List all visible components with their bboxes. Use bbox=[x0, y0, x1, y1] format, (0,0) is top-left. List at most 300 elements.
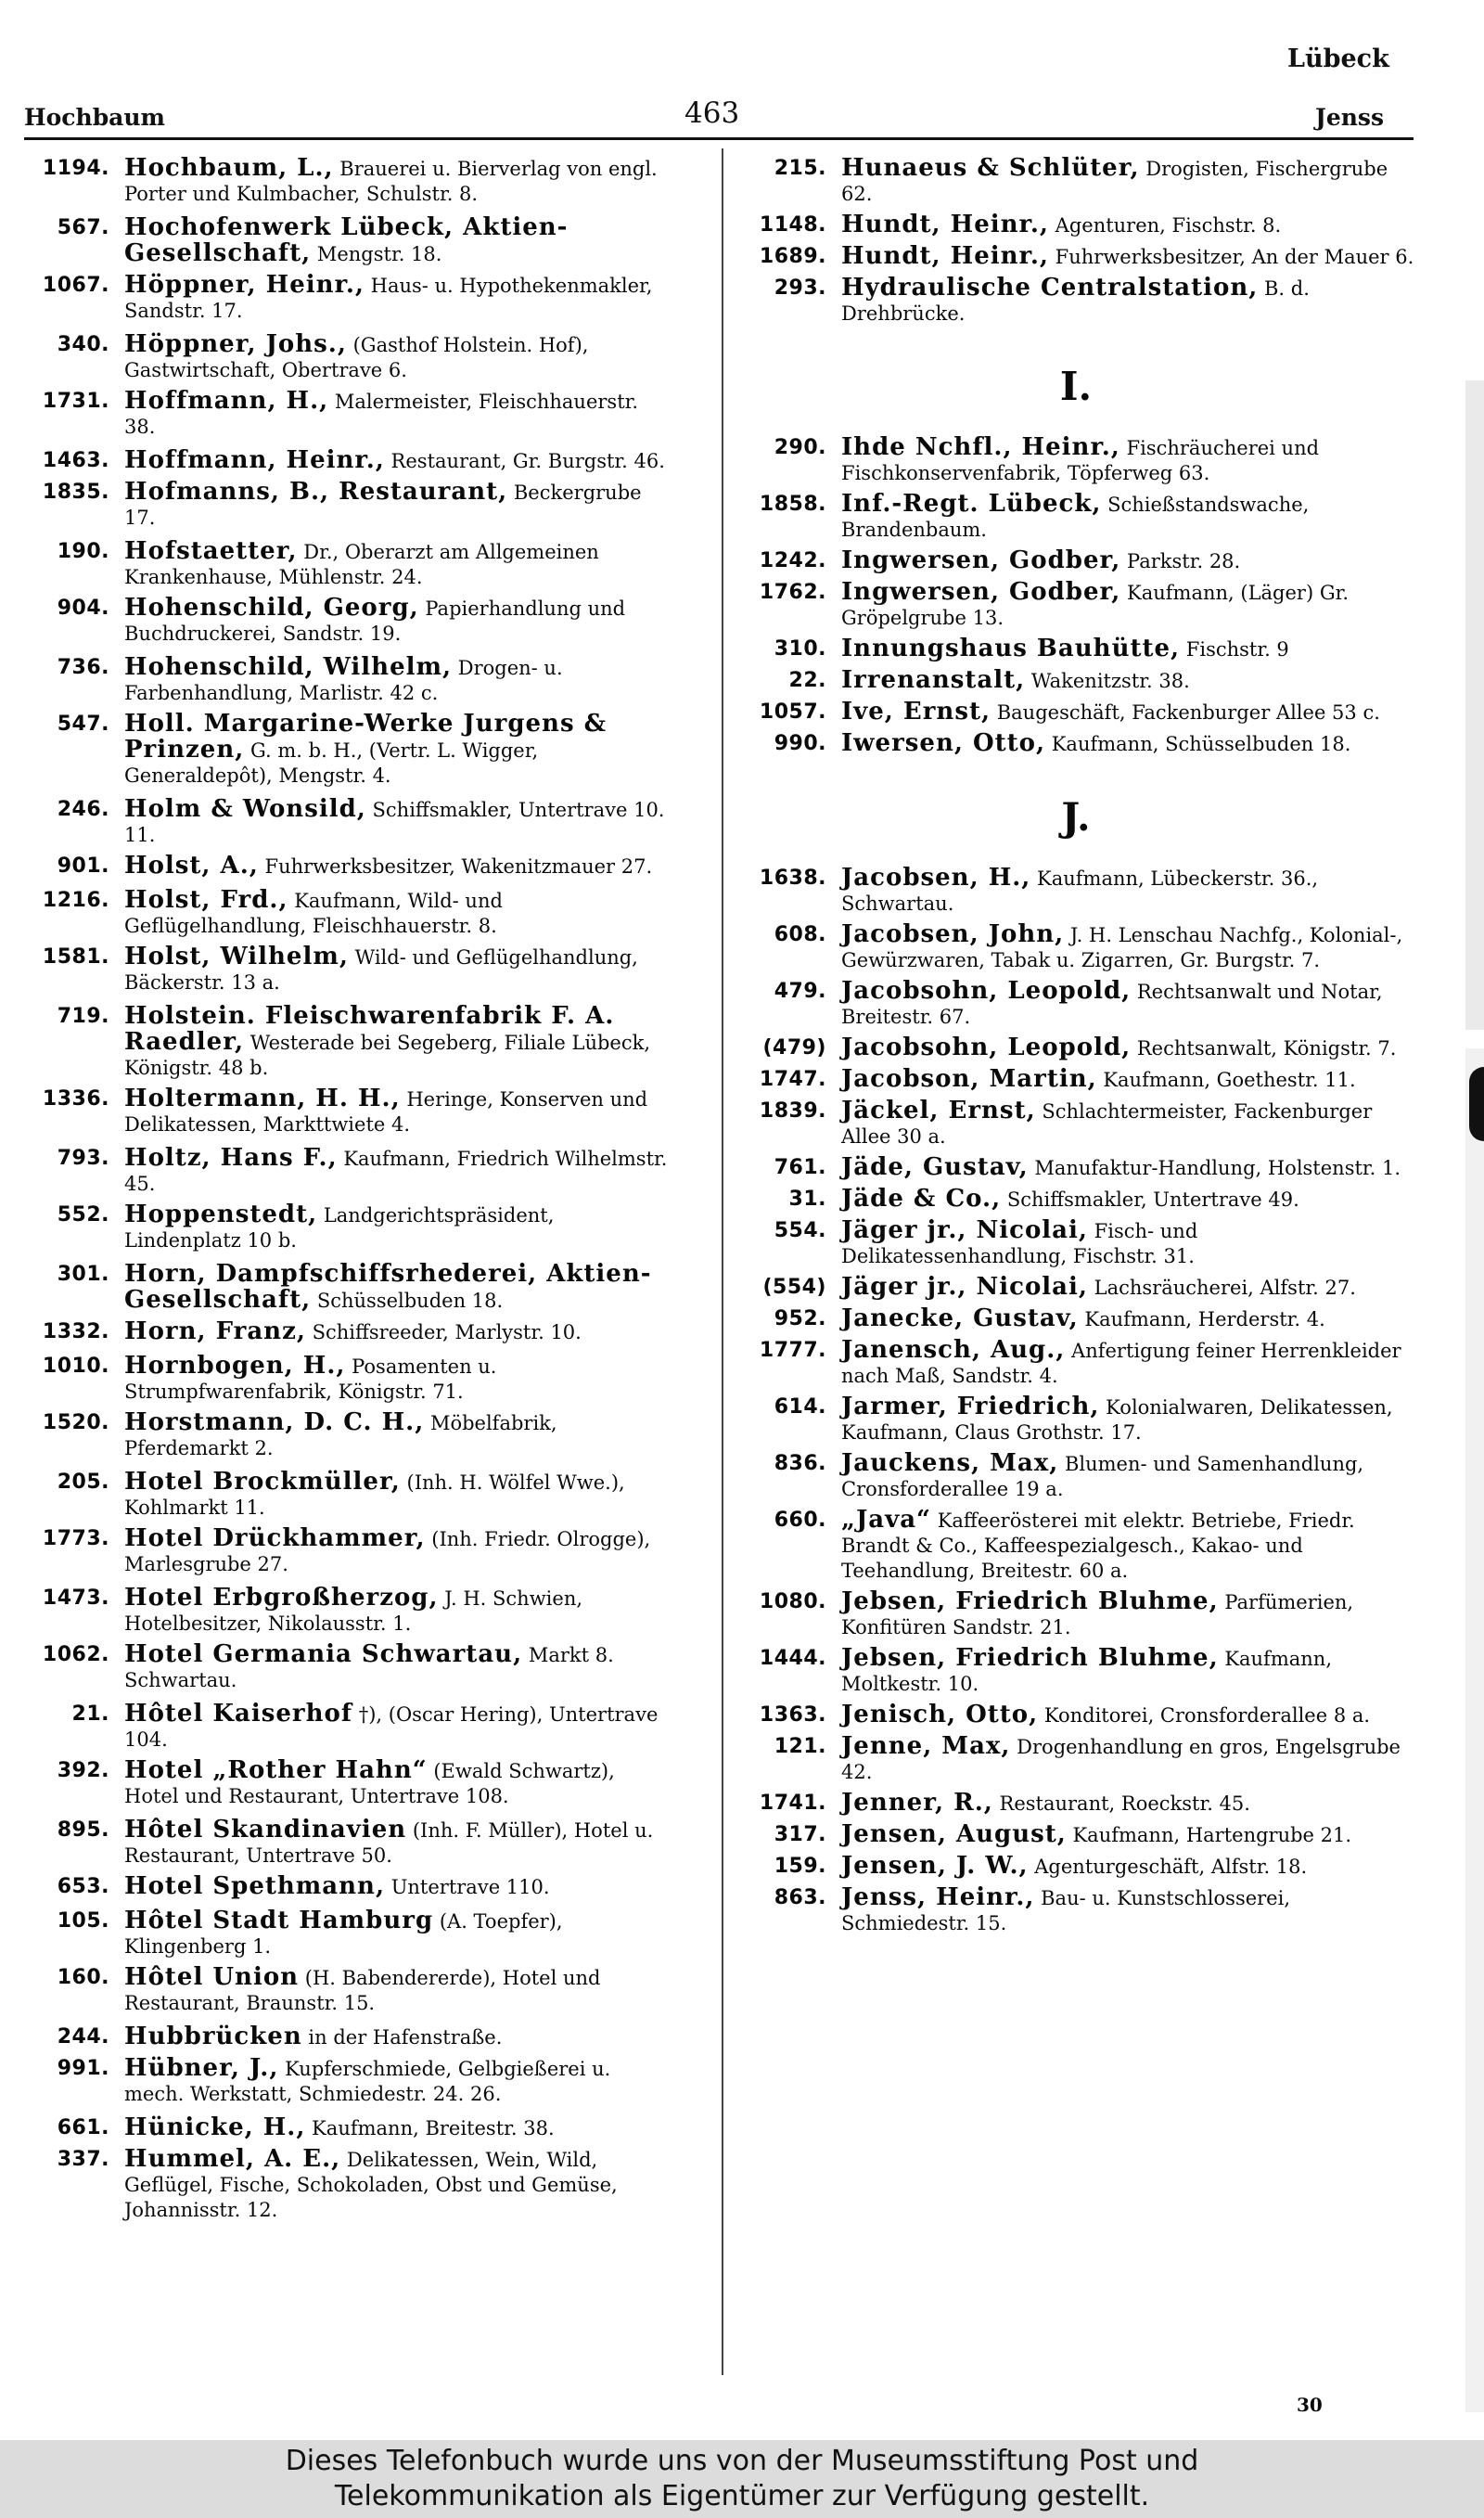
subscriber-details: Kaufmann, Lübeckerstr. 36., Schwartau. bbox=[841, 867, 1319, 915]
subscriber-details: Kaufmann, Moltkestr. 10. bbox=[841, 1648, 1332, 1695]
entry-body bbox=[841, 1035, 1414, 1061]
subscriber-name: Hotel Spethmann, bbox=[124, 1872, 386, 1900]
directory-entry bbox=[20, 655, 670, 706]
directory-entry bbox=[737, 1187, 1414, 1213]
phone-number: 31. bbox=[788, 1188, 826, 1211]
directory-entry bbox=[20, 539, 670, 590]
phone-number: 1839. bbox=[759, 1099, 826, 1123]
entry-body bbox=[841, 866, 1414, 917]
page-edge-shadow bbox=[1465, 1048, 1484, 2412]
directory-entry bbox=[737, 1885, 1414, 1936]
entry-body bbox=[841, 435, 1414, 486]
subscriber-details: Kaffeerösterei mit elektr. Betriebe, Friedr. Brandt & Co., Kaffeespezialgesch., Kakao- und Teehandlung, Breitestr. 60 a. bbox=[841, 1510, 1355, 1582]
subscriber-details: Fuhrwerksbesitzer, An der Mauer 6. bbox=[1055, 246, 1414, 268]
directory-entry bbox=[737, 1822, 1414, 1848]
subscriber-details: Drogen- u. Farbenhandlung, Marlistr. 42 c. bbox=[124, 657, 563, 704]
phone-number: 660. bbox=[774, 1509, 826, 1532]
entry-body bbox=[841, 1275, 1414, 1301]
phone-number: 1581. bbox=[42, 945, 109, 969]
phone-number: 301. bbox=[57, 1263, 109, 1286]
subscriber-details: Wakenitzstr. 38. bbox=[1030, 670, 1190, 692]
entry-body bbox=[124, 389, 670, 440]
directory-entry bbox=[737, 580, 1414, 631]
entry-body bbox=[124, 2056, 670, 2107]
subscriber-name: Jauckens, Max, bbox=[841, 1449, 1059, 1477]
subscriber-details: Parkstr. 28. bbox=[1127, 550, 1241, 572]
subscriber-name: Jäde & Co., bbox=[841, 1185, 1002, 1213]
subscriber-details: J. H. Schwien, Hotelbesitzer, Nikolausstr. 1. bbox=[124, 1587, 583, 1635]
phone-number: 1148. bbox=[759, 213, 826, 237]
entry-body bbox=[124, 888, 670, 939]
entry-body bbox=[841, 700, 1414, 726]
subscriber-name: Höppner, Johs., bbox=[124, 330, 347, 358]
directory-entry bbox=[20, 448, 670, 474]
directory-entry bbox=[737, 1035, 1414, 1061]
directory-entry bbox=[737, 1098, 1414, 1150]
phone-number: 205. bbox=[57, 1471, 109, 1494]
entry-body bbox=[124, 1526, 670, 1577]
subscriber-details: (Gasthof Holstein. Hof), Gastwirtschaft, Obertrave 6. bbox=[124, 334, 589, 381]
subscriber-name: Jäger jr., Nicolai, bbox=[841, 1273, 1088, 1301]
phone-number: 190. bbox=[57, 540, 109, 563]
subscriber-name: Ingwersen, Godber, bbox=[841, 578, 1121, 606]
phone-number: 479. bbox=[774, 980, 826, 1003]
entry-body bbox=[841, 668, 1414, 694]
subscriber-details: Bau- u. Kunstschlosserei, Schmiedestr. 15. bbox=[841, 1887, 1291, 1934]
subscriber-details: (Inh. H. Wölfel Wwe.), Kohlmarkt 11. bbox=[124, 1471, 625, 1519]
directory-entry bbox=[20, 854, 670, 880]
subscriber-name: Hubbrücken bbox=[124, 2023, 302, 2050]
entry-body bbox=[841, 492, 1414, 543]
directory-entry bbox=[20, 1818, 670, 1869]
caption-line-2: Telekommunikation als Eigentümer zur Verfügung gestellt. bbox=[334, 2480, 1150, 2512]
caption-line-1: Dieses Telefonbuch wurde uns von der Museumsstiftung Post und bbox=[285, 2445, 1199, 2477]
entry-body bbox=[841, 1854, 1414, 1880]
subscriber-details: (A. Toepfer), Klingenberg 1. bbox=[124, 1910, 563, 1958]
directory-entry bbox=[20, 1642, 670, 1693]
entry-body bbox=[124, 1319, 670, 1345]
subscriber-details: Kupferschmiede, Gelbgießerei u. mech. Werkstatt, Schmiedestr. 24. 26. bbox=[124, 2058, 611, 2105]
directory-entry bbox=[737, 922, 1414, 973]
subscriber-name: Holl. Margarine-Werke Jurgens & Prinzen, bbox=[124, 710, 608, 764]
subscriber-details: Kaufmann, (Läger) Gr. Gröpelgrube 13. bbox=[841, 582, 1350, 629]
phone-number: 793. bbox=[57, 1147, 109, 1170]
entry-body bbox=[841, 731, 1414, 757]
subscriber-details: Manufaktur-Handlung, Holstenstr. 1. bbox=[1034, 1157, 1401, 1179]
entry-body bbox=[124, 944, 670, 996]
subscriber-name: Ingwersen, Godber, bbox=[841, 546, 1121, 574]
subscriber-details: Schlachtermeister, Fackenburger Allee 30 a. bbox=[841, 1100, 1373, 1148]
phone-number: 661. bbox=[57, 2116, 109, 2139]
directory-entry bbox=[20, 1410, 670, 1461]
directory-entry bbox=[737, 1306, 1414, 1332]
entry-body bbox=[124, 1004, 670, 1081]
header-city: Lübeck bbox=[1287, 45, 1389, 73]
subscriber-details: Anfertigung feiner Herrenkleider nach Maß, Sandstr. 4. bbox=[841, 1340, 1401, 1387]
subscriber-name: Hotel Drückhammer, bbox=[124, 1524, 426, 1552]
subscriber-name: Jenner, R., bbox=[841, 1789, 993, 1817]
subscriber-name: Ive, Ernst, bbox=[841, 698, 991, 726]
subscriber-details: Posamenten u. Strumpfwarenfabrik, Königstr. 71. bbox=[124, 1355, 497, 1403]
subscriber-name: Hydraulische Centralstation, bbox=[841, 274, 1259, 302]
entry-body bbox=[124, 1354, 670, 1405]
subscriber-details: Rechtsanwalt, Königstr. 7. bbox=[1136, 1037, 1397, 1060]
phone-number: 1777. bbox=[759, 1339, 826, 1362]
section-heading-i: I. bbox=[1059, 364, 1093, 409]
entry-body bbox=[124, 156, 670, 207]
entry-body bbox=[841, 636, 1414, 662]
phone-number: 547. bbox=[57, 713, 109, 736]
phone-number: 1332. bbox=[42, 1320, 109, 1343]
subscriber-details: Beckergrube 17. bbox=[124, 482, 642, 529]
directory-entry bbox=[20, 389, 670, 440]
phone-number: 1473. bbox=[42, 1587, 109, 1610]
entry-body bbox=[841, 922, 1414, 973]
directory-entry bbox=[20, 944, 670, 996]
entry-body bbox=[124, 1086, 670, 1137]
entry-body bbox=[124, 1818, 670, 1869]
directory-entry bbox=[737, 636, 1414, 662]
directory-entry bbox=[20, 1874, 670, 1900]
directory-entry bbox=[20, 332, 670, 383]
directory-entry bbox=[737, 979, 1414, 1030]
phone-number: 761. bbox=[774, 1156, 826, 1179]
entry-body bbox=[841, 1098, 1414, 1150]
directory-entry bbox=[20, 2115, 670, 2141]
subscriber-name: Jensen, J. W., bbox=[841, 1852, 1029, 1880]
subscriber-details: Drogenhandlung en gros, Engelsgrube 42. bbox=[841, 1736, 1401, 1783]
phone-number: 340. bbox=[57, 333, 109, 356]
subscriber-details: Lachsräucherei, Alfstr. 27. bbox=[1094, 1277, 1356, 1299]
subscriber-details: (Inh. Friedr. Olrogge), Marlesgrube 27. bbox=[124, 1528, 651, 1575]
directory-entry bbox=[20, 1202, 670, 1253]
entry-body bbox=[841, 1822, 1414, 1848]
phone-number: 1747. bbox=[759, 1068, 826, 1091]
directory-entry bbox=[737, 548, 1414, 574]
directory-entry bbox=[737, 276, 1414, 327]
phone-number: 1062. bbox=[42, 1643, 109, 1666]
entry-body bbox=[841, 276, 1414, 327]
phone-number: 1336. bbox=[42, 1087, 109, 1111]
subscriber-name: Irrenanstalt, bbox=[841, 666, 1026, 694]
header-left-keyword: Hochbaum bbox=[24, 104, 166, 131]
entries-j bbox=[737, 866, 1414, 1936]
subscriber-details: Mengstr. 18. bbox=[316, 243, 442, 265]
directory-entry bbox=[737, 492, 1414, 543]
phone-number: 895. bbox=[57, 1818, 109, 1842]
subscriber-details: Fuhrwerksbesitzer, Wakenitzmauer 27. bbox=[264, 855, 653, 878]
directory-entry bbox=[20, 1758, 670, 1809]
subscriber-details: Kaufmann, Hartengrube 21. bbox=[1072, 1824, 1352, 1846]
phone-number: 290. bbox=[774, 436, 826, 459]
phone-number: 608. bbox=[774, 923, 826, 946]
directory-entry bbox=[737, 156, 1414, 207]
subscriber-name: Holm & Wonsild, bbox=[124, 795, 366, 823]
subscriber-details: G. m. b. H., (Vertr. L. Wigger, Generaldepôt), Mengstr. 4. bbox=[124, 739, 539, 787]
entry-body bbox=[124, 712, 670, 789]
entry-body bbox=[841, 1394, 1414, 1445]
subscriber-name: Holst, Frd., bbox=[124, 886, 288, 914]
entry-body bbox=[841, 1791, 1414, 1817]
entry-body bbox=[124, 596, 670, 647]
phone-number: 246. bbox=[57, 798, 109, 821]
phone-number: 1741. bbox=[759, 1792, 826, 1815]
directory-entry bbox=[737, 700, 1414, 726]
entry-body bbox=[841, 1589, 1414, 1640]
subscriber-details: Papierhandlung und Buchdruckerei, Sandstr. 19. bbox=[124, 597, 626, 645]
subscriber-details: Fischstr. 9 bbox=[1185, 638, 1289, 661]
signature-mark: 30 bbox=[1297, 2394, 1323, 2416]
subscriber-details: Kolonialwaren, Delikatessen, Kaufmann, Claus Grothstr. 17. bbox=[841, 1396, 1393, 1444]
subscriber-name: Holtz, Hans F., bbox=[124, 1144, 338, 1172]
subscriber-name: Hochofenwerk Lübeck, Aktien-Gesellschaft, bbox=[124, 213, 569, 267]
subscriber-details: Markt 8. Schwartau. bbox=[124, 1644, 614, 1691]
entry-body bbox=[124, 1908, 670, 1959]
subscriber-details: Drogisten, Fischergrube 62. bbox=[841, 158, 1388, 205]
subscriber-name: Janensch, Aug., bbox=[841, 1336, 1066, 1364]
directory-entry bbox=[20, 273, 670, 324]
directory-entry bbox=[737, 1218, 1414, 1269]
subscriber-name: Hotel Germania Schwartau, bbox=[124, 1640, 523, 1668]
subscriber-details: Kaufmann, Wild- und Geflügelhandlung, Fleischhauerstr. 8. bbox=[124, 890, 503, 937]
subscriber-name: Hôtel Skandinavien bbox=[124, 1816, 407, 1844]
directory-entry bbox=[737, 668, 1414, 694]
entry-body bbox=[124, 1262, 670, 1314]
subscriber-name: Holst, A., bbox=[124, 852, 259, 880]
phone-number: 904. bbox=[57, 597, 109, 620]
subscriber-name: Horn, Dampfschiffsrhederei, Aktien-Gesellschaft, bbox=[124, 1260, 652, 1314]
subscriber-details: Schiffsreeder, Marlystr. 10. bbox=[312, 1321, 582, 1343]
subscriber-details: Blumen- und Samenhandlung, Cronsforderallee 19 a. bbox=[841, 1453, 1364, 1500]
directory-entry bbox=[20, 2024, 670, 2050]
entry-body bbox=[124, 448, 670, 474]
subscriber-details: Wild- und Geflügelhandlung, Bäckerstr. 13 a. bbox=[124, 946, 638, 994]
subscriber-details: (H. Babendererde), Hotel und Restaurant, Braunstr. 15. bbox=[124, 1967, 601, 2014]
subscriber-name: Jäckel, Ernst, bbox=[841, 1097, 1036, 1124]
subscriber-name: Hornbogen, H., bbox=[124, 1352, 346, 1380]
subscriber-name: Hochbaum, L., bbox=[124, 154, 334, 182]
entry-body bbox=[124, 1470, 670, 1521]
phone-number: 244. bbox=[57, 2025, 109, 2049]
subscriber-details: Kaufmann, Schüsselbuden 18. bbox=[1051, 733, 1351, 755]
entry-body bbox=[124, 797, 670, 848]
entry-body bbox=[841, 1885, 1414, 1936]
directory-entry bbox=[737, 1067, 1414, 1093]
directory-entry bbox=[737, 435, 1414, 486]
directory-entry bbox=[737, 1451, 1414, 1502]
subscriber-details: Westerade bei Segeberg, Filiale Lübeck, Königstr. 48 b. bbox=[124, 1032, 651, 1079]
subscriber-details: Brauerei u. Bierverlag von engl. Porter und Kulmbacher, Schulstr. 8. bbox=[124, 158, 658, 205]
directory-entry bbox=[737, 1155, 1414, 1181]
phone-number: 1762. bbox=[759, 581, 826, 604]
directory-entry bbox=[20, 156, 670, 207]
subscriber-name: Höppner, Heinr., bbox=[124, 271, 365, 299]
subscriber-name: Inf.-Regt. Lübeck, bbox=[841, 490, 1102, 518]
phone-number: 1463. bbox=[42, 449, 109, 472]
subscriber-details: Dr., Oberarzt am Allgemeinen Krankenhause, Mühlenstr. 24. bbox=[124, 541, 599, 588]
subscriber-name: Jebsen, Friedrich Bluhme, bbox=[841, 1644, 1219, 1672]
phone-number: 215. bbox=[774, 157, 826, 180]
subscriber-details: J. H. Lenschau Nachfg., Kolonial-, Gewürzwaren, Tabak u. Zigarren, Gr. Burgstr. 7. bbox=[841, 924, 1403, 971]
directory-entry bbox=[20, 1470, 670, 1521]
subscriber-name: Jacobsohn, Leopold, bbox=[841, 1034, 1132, 1061]
directory-entry bbox=[737, 1275, 1414, 1301]
entry-body bbox=[124, 1758, 670, 1809]
phone-number: (479) bbox=[762, 1036, 826, 1060]
subscriber-details: Restaurant, Gr. Burgstr. 46. bbox=[390, 450, 665, 472]
directory-entry bbox=[737, 1702, 1414, 1728]
entry-body bbox=[841, 548, 1414, 574]
phone-number: 293. bbox=[774, 276, 826, 300]
phone-number: (554) bbox=[762, 1276, 826, 1299]
subscriber-name: Hôtel Stadt Hamburg bbox=[124, 1907, 434, 1934]
phone-number: 567. bbox=[57, 216, 109, 239]
subscriber-name: „Java“ bbox=[841, 1506, 932, 1534]
entry-body bbox=[841, 1218, 1414, 1269]
entry-body bbox=[124, 1202, 670, 1253]
subscriber-details: Schiffsmakler, Untertrave 49. bbox=[1006, 1188, 1299, 1211]
entry-body bbox=[841, 1338, 1414, 1389]
directory-entry bbox=[737, 1791, 1414, 1817]
subscriber-details: (Inh. F. Müller), Hotel u. Restaurant, Untertrave 50. bbox=[124, 1819, 654, 1867]
subscriber-name: Horn, Franz, bbox=[124, 1317, 306, 1345]
subscriber-details: Rechtsanwalt und Notar, Breitestr. 67. bbox=[841, 981, 1383, 1028]
subscriber-name: Hotel Erbgroßherzog, bbox=[124, 1584, 439, 1612]
phone-number: 1080. bbox=[759, 1590, 826, 1613]
subscriber-name: Jebsen, Friedrich Bluhme, bbox=[841, 1587, 1219, 1615]
subscriber-name: Hohenschild, Georg, bbox=[124, 594, 419, 622]
phone-number: 1216. bbox=[42, 889, 109, 912]
subscriber-details: Schiffsmakler, Untertrave 10. 11. bbox=[124, 799, 665, 846]
subscriber-details: (Ewald Schwartz), Hotel und Restaurant, Untertrave 108. bbox=[124, 1760, 615, 1807]
entry-body bbox=[841, 1646, 1414, 1697]
entry-body bbox=[124, 655, 670, 706]
subscriber-name: Jäde, Gustav, bbox=[841, 1153, 1029, 1181]
subscriber-name: Hotel „Rother Hahn“ bbox=[124, 1756, 428, 1784]
phone-number: 317. bbox=[774, 1823, 826, 1846]
entry-body bbox=[124, 1642, 670, 1693]
subscriber-details: Malermeister, Fleischhauerstr. 38. bbox=[124, 391, 639, 438]
directory-entry bbox=[737, 1646, 1414, 1697]
directory-entry bbox=[20, 1586, 670, 1637]
subscriber-details: Schießstandswache, Brandenbaum. bbox=[841, 494, 1310, 541]
directory-entry bbox=[20, 1262, 670, 1314]
phone-number: 22. bbox=[788, 669, 826, 692]
phone-number: 991. bbox=[57, 2057, 109, 2080]
phone-number: 614. bbox=[774, 1395, 826, 1419]
subscriber-name: Ihde Nchfl., Heinr., bbox=[841, 433, 1120, 461]
caption-bar bbox=[0, 2440, 1484, 2518]
directory-entry bbox=[20, 797, 670, 848]
entry-body bbox=[841, 1734, 1414, 1785]
directory-entry bbox=[20, 1354, 670, 1405]
entry-body bbox=[124, 854, 670, 880]
subscriber-name: Hundt, Heinr., bbox=[841, 211, 1049, 238]
subscriber-name: Holtermann, H. H., bbox=[124, 1085, 401, 1112]
phone-number: 1638. bbox=[759, 867, 826, 890]
subscriber-name: Hunaeus & Schlüter, bbox=[841, 154, 1140, 182]
subscriber-name: Janecke, Gustav, bbox=[841, 1304, 1079, 1332]
entries-h bbox=[737, 156, 1414, 327]
entry-body bbox=[124, 1874, 670, 1900]
phone-number: 736. bbox=[57, 656, 109, 679]
phone-number: 554. bbox=[774, 1219, 826, 1242]
entry-body bbox=[841, 1067, 1414, 1093]
phone-number: 719. bbox=[57, 1005, 109, 1028]
entry-body bbox=[124, 2024, 670, 2050]
header-rule bbox=[24, 137, 1414, 140]
subscriber-details: Konditorei, Cronsforderallee 8 a. bbox=[1043, 1704, 1371, 1727]
entry-body bbox=[124, 215, 670, 267]
phone-number: 310. bbox=[774, 637, 826, 661]
phone-number: 1773. bbox=[42, 1527, 109, 1550]
phone-number: 1858. bbox=[759, 493, 826, 516]
section-heading-j: J. bbox=[1061, 794, 1091, 840]
entry-body bbox=[124, 1146, 670, 1197]
subscriber-name: Innungshaus Bauhütte, bbox=[841, 635, 1181, 662]
subscriber-details: Baugeschäft, Fackenburger Allee 53 c. bbox=[996, 701, 1380, 724]
entry-body bbox=[124, 539, 670, 590]
directory-entry bbox=[737, 1394, 1414, 1445]
subscriber-name: Jenne, Max, bbox=[841, 1732, 1011, 1760]
subscriber-details: Parfümerien, Konfitüren Sandstr. 21. bbox=[841, 1591, 1354, 1638]
directory-entry bbox=[737, 1734, 1414, 1785]
phone-number: 1194. bbox=[42, 157, 109, 180]
phone-number: 105. bbox=[57, 1909, 109, 1933]
phone-number: 392. bbox=[57, 1759, 109, 1782]
directory-entry bbox=[20, 2147, 670, 2223]
entry-body bbox=[841, 1702, 1414, 1728]
subscriber-name: Hofmanns, B., Restaurant, bbox=[124, 478, 508, 506]
entry-body bbox=[124, 1586, 670, 1637]
directory-entry bbox=[20, 1526, 670, 1577]
entry-body bbox=[841, 1508, 1414, 1584]
phone-number: 552. bbox=[57, 1203, 109, 1227]
subscriber-name: Jäger jr., Nicolai, bbox=[841, 1216, 1088, 1244]
subscriber-name: Hôtel Union bbox=[124, 1963, 300, 1991]
subscriber-details: Kaufmann, Friedrich Wilhelmstr. 45. bbox=[124, 1148, 668, 1195]
subscriber-name: Hotel Brockmüller, bbox=[124, 1468, 401, 1496]
directory-entry bbox=[737, 1338, 1414, 1389]
subscriber-details: Fischräucherei und Fischkonservenfabrik, Töpferweg 63. bbox=[841, 437, 1320, 484]
phone-number: 1057. bbox=[759, 700, 826, 724]
phone-number: 1067. bbox=[42, 274, 109, 297]
directory-entry bbox=[737, 212, 1414, 238]
subscriber-name: Hoppenstedt, bbox=[124, 1201, 318, 1228]
directory-entry bbox=[737, 1854, 1414, 1880]
subscriber-name: Holstein. Fleischwarenfabrik F. A. Raedler, bbox=[124, 1002, 615, 1056]
subscriber-name: Horstmann, D. C. H., bbox=[124, 1408, 425, 1436]
subscriber-name: Hundt, Heinr., bbox=[841, 242, 1049, 270]
phone-number: 653. bbox=[57, 1875, 109, 1898]
subscriber-name: Iwersen, Otto, bbox=[841, 729, 1046, 757]
binding-mark bbox=[1469, 1067, 1484, 1141]
subscriber-name: Jenisch, Otto, bbox=[841, 1701, 1039, 1728]
directory-entry bbox=[20, 1004, 670, 1081]
phone-number: 836. bbox=[774, 1452, 826, 1475]
page-edge-shadow bbox=[1465, 380, 1484, 1030]
directory-entry bbox=[20, 480, 670, 531]
entry-body bbox=[841, 580, 1414, 631]
entry-body bbox=[841, 156, 1414, 207]
subscriber-name: Holst, Wilhelm, bbox=[124, 943, 349, 970]
subscriber-details: Agenturen, Fischstr. 8. bbox=[1055, 214, 1282, 237]
phone-number: 1242. bbox=[759, 549, 826, 572]
subscriber-details: Restaurant, Roeckstr. 45. bbox=[999, 1792, 1250, 1815]
subscriber-details: Haus- u. Hypothekenmakler, Sandstr. 17. bbox=[124, 275, 653, 322]
subscriber-name: Hübner, J., bbox=[124, 2054, 279, 2082]
directory-entry bbox=[20, 1146, 670, 1197]
